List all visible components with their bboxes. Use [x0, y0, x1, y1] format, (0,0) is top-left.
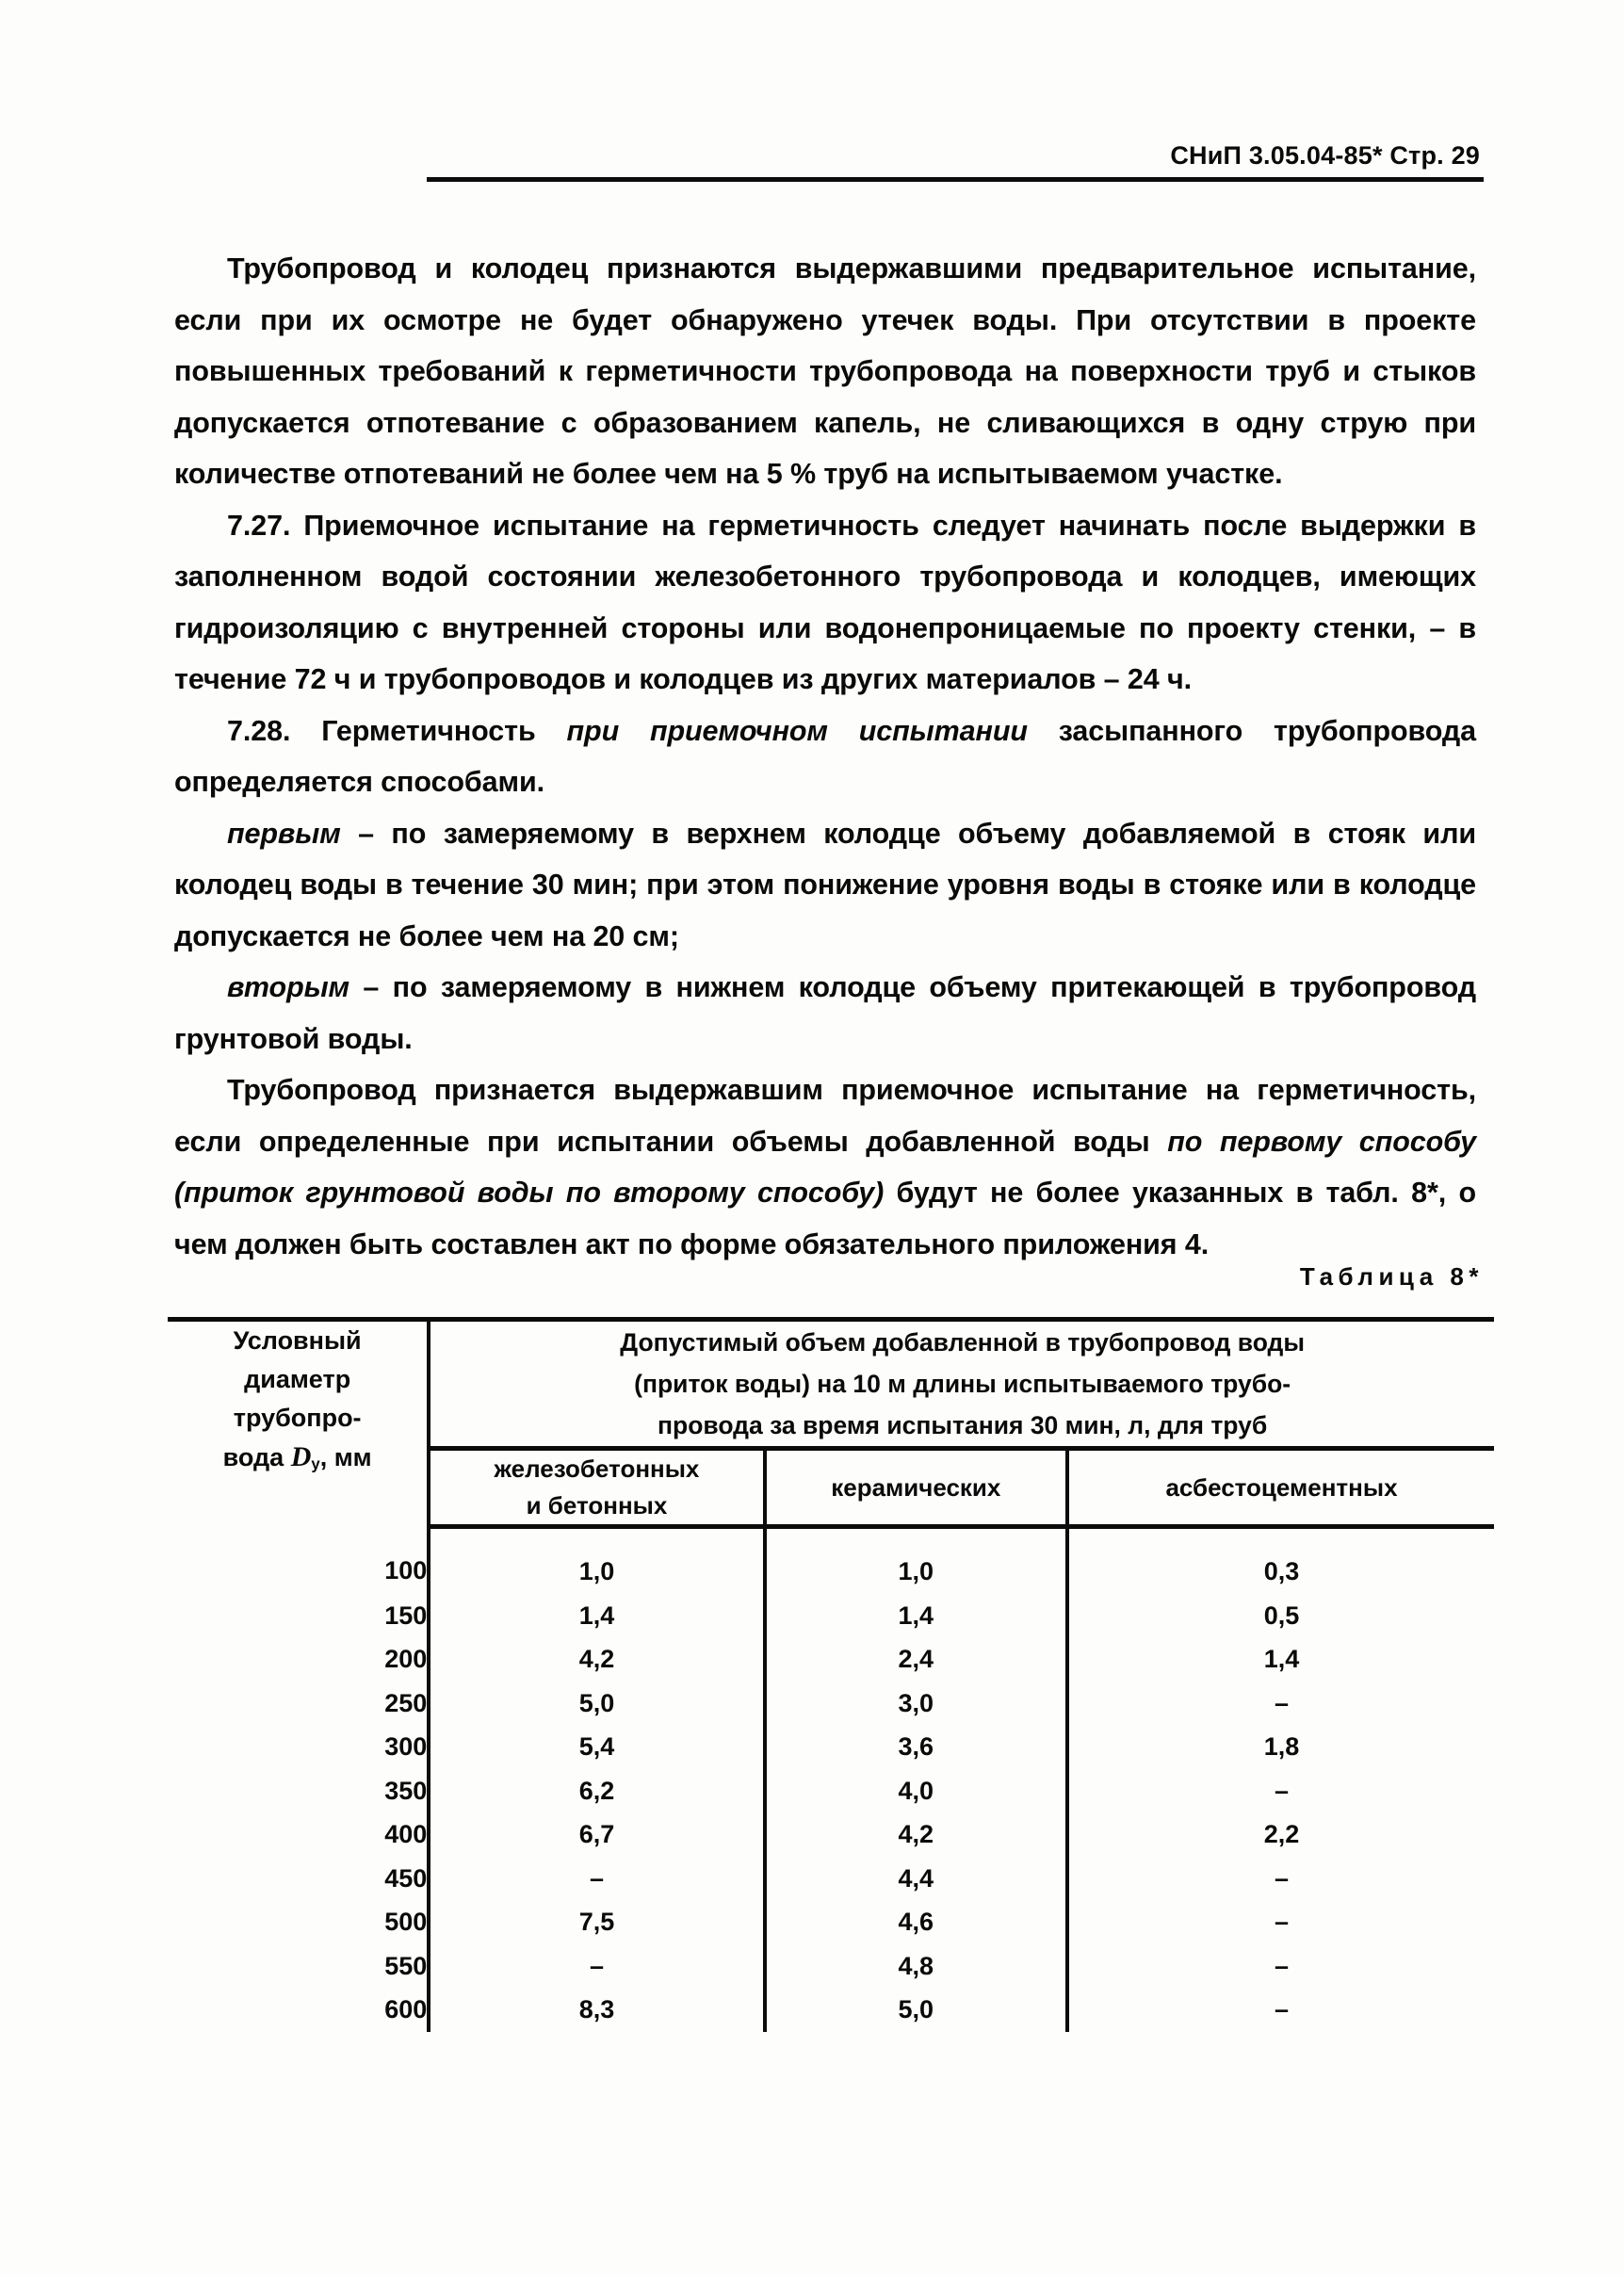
col-header-line-2: диаметр	[244, 1365, 351, 1393]
cell-asbest: –	[1274, 1951, 1289, 1980]
paragraph-second-method	[174, 962, 1476, 1064]
cell-keramika: 4,0	[765, 1769, 1067, 1813]
col-header-units: , мм	[319, 1443, 372, 1471]
table-row	[168, 1857, 1494, 1901]
cell-zhelezobeton: 6,7	[429, 1812, 764, 1857]
body-text-block	[174, 243, 1476, 1270]
table-row	[168, 1944, 1494, 1989]
table-row	[168, 1594, 1494, 1638]
col-header-line-4: вода	[222, 1443, 284, 1471]
first-method-label: первым	[227, 817, 341, 850]
subheader-zb-line-2: и бетонных	[526, 1491, 668, 1519]
page-header	[174, 141, 1484, 182]
col-header-line-1: Условный	[233, 1326, 362, 1355]
clause-number-7-27: 7.27.	[227, 509, 291, 542]
cell-dy: 550	[168, 1944, 429, 1989]
subheader-asbestos-line-1: асбестоцементных	[1165, 1472, 1398, 1502]
first-method-text: – по замеряемому в верхнем колодце объему добавляемой в стояк или колодец воды в течение 30 мин; при этом понижение уровня воды в стояке или в колодце допускается не более чем на 20 см;	[174, 817, 1476, 952]
paragraph-conclusion	[174, 1064, 1476, 1270]
cell-asbest: –	[1274, 1776, 1289, 1805]
cell-dy: 100	[168, 1527, 429, 1594]
table-row	[168, 1988, 1494, 2032]
subcolumn-header-reinforced-concrete	[429, 1449, 764, 1527]
cell-keramika: 4,8	[765, 1944, 1067, 1989]
subcolumn-header-asbestos-cement	[1067, 1449, 1494, 1527]
conclusion-emphasis: по первому способу (приток грунтовой воды по второму способу)	[174, 1125, 1477, 1209]
cell-keramika: 5,0	[765, 1988, 1067, 2032]
cell-keramika: 4,6	[765, 1900, 1067, 1944]
cell-zhelezobeton: 5,4	[429, 1725, 764, 1769]
cell-dy: 250	[168, 1682, 429, 1726]
cell-zhelezobeton: –	[429, 1857, 764, 1901]
cell-asbest: 1,4	[1263, 1645, 1300, 1673]
column-header-nominal-diameter	[168, 1320, 429, 1527]
second-method-text: – по замеряемому в нижнем колодце объему притекающей в трубопровод грунтовой воды.	[174, 971, 1476, 1055]
cell-keramika: 3,0	[765, 1682, 1067, 1726]
cell-dy: 350	[168, 1769, 429, 1813]
cell-keramika: 3,6	[765, 1725, 1067, 1769]
cell-dy: 300	[168, 1725, 429, 1769]
cell-asbest: 0,3	[1263, 1557, 1300, 1585]
subheader-ceramic-line-1: керамических	[831, 1472, 1001, 1502]
span-header-line-2: (приток воды) на 10 м длины испытываемого трубо-	[634, 1370, 1291, 1398]
cell-zhelezobeton: 4,2	[429, 1637, 764, 1682]
subheader-zb-line-1: железобетонных	[494, 1454, 700, 1483]
clause-7-28-emphasis: при приемочном испытании	[566, 714, 1028, 747]
cell-asbest: 2,2	[1263, 1820, 1300, 1848]
cell-asbest: –	[1274, 1908, 1289, 1936]
table-caption: Таблица 8*	[1299, 1262, 1484, 1291]
cell-dy: 450	[168, 1857, 429, 1901]
clause-7-28-text-before: Герметичность	[321, 714, 567, 747]
table-8-wrapper	[168, 1317, 1494, 2032]
clause-7-27-text: Приемочное испытание на герметичность следует начинать после выдержки в заполненном водой состоянии железобетонного трубопровода и колодцев, имеющих гидроизоляцию с внутренней стороны или водонепроницаемые по проекту стенки, – в течение 72 ч и трубопроводов и колодцев из других материалов – 24 ч.	[174, 509, 1476, 695]
cell-dy: 150	[168, 1594, 429, 1638]
table-row	[168, 1725, 1494, 1769]
cell-zhelezobeton: –	[429, 1944, 764, 1989]
cell-dy: 600	[168, 1988, 429, 2032]
span-header-line-3: провода за время испытания 30 мин, л, для труб	[658, 1411, 1268, 1439]
header-divider-rule	[427, 177, 1484, 182]
cell-keramika: 4,2	[765, 1812, 1067, 1857]
column-header-allowable-volume	[429, 1320, 1494, 1449]
span-header-line-1: Допустимый объем добавленной в трубопровод воды	[620, 1328, 1305, 1357]
paragraph-7-27	[174, 500, 1476, 706]
table-row	[168, 1769, 1494, 1813]
table-body	[168, 1527, 1494, 2032]
cell-zhelezobeton: 7,5	[429, 1900, 764, 1944]
cell-zhelezobeton: 8,3	[429, 1988, 764, 2032]
paragraph-intro	[174, 243, 1476, 500]
subcolumn-header-ceramic	[765, 1449, 1067, 1527]
cell-keramika: 2,4	[765, 1637, 1067, 1682]
cell-asbest: –	[1274, 1995, 1289, 2023]
cell-asbest: –	[1274, 1688, 1289, 1717]
cell-dy: 400	[168, 1812, 429, 1857]
cell-asbest: 0,5	[1263, 1601, 1300, 1630]
conclusion-text-part2: будут не более указанных в табл. 8*, о чем должен быть составлен акт по форме обязательного приложения 4.	[174, 1177, 1476, 1260]
table-row	[168, 1900, 1494, 1944]
cell-asbest: –	[1274, 1863, 1289, 1893]
second-method-label: вторым	[227, 971, 350, 1003]
conclusion-text-part1: Трубопровод признается выдержавшим приемочное испытание на герметичность, если определенные при испытании объемы добавленной воды	[174, 1074, 1476, 1158]
clause-number-7-28: 7.28.	[227, 714, 291, 747]
cell-keramika: 4,4	[765, 1857, 1067, 1901]
paragraph-first-method	[174, 808, 1476, 963]
table-8	[168, 1317, 1494, 2032]
cell-dy: 500	[168, 1900, 429, 1944]
cell-asbest: 1,8	[1263, 1732, 1300, 1761]
cell-keramika: 1,0	[765, 1527, 1067, 1594]
table-row	[168, 1812, 1494, 1857]
paragraph-intro-text: Трубопровод и колодец признаются выдержавшими предварительное испытание, если при их осмотре не будет обнаружено утечек воды. При отсутствии в проекте повышенных требований к герметичности трубопровода на поверхности труб и стыков допускается отпотевание с образованием капель, не сливающихся в одну струю при количестве отпотеваний не более чем на 5 % труб на испытываемом участке.	[174, 252, 1476, 490]
col-header-symbol-d: D	[290, 1441, 312, 1472]
col-header-subscript-u: у	[311, 1454, 320, 1473]
table-row	[168, 1682, 1494, 1726]
clause-7-28-text-after: засыпанного трубопровода определяется способами.	[174, 714, 1477, 798]
cell-zhelezobeton: 1,4	[429, 1594, 764, 1638]
cell-zhelezobeton: 1,0	[429, 1527, 764, 1594]
table-head	[168, 1320, 1494, 1527]
table-row	[168, 1527, 1494, 1594]
col-header-line-3: трубопро-	[233, 1404, 362, 1432]
cell-keramika: 1,4	[765, 1594, 1067, 1638]
cell-dy: 200	[168, 1637, 429, 1682]
cell-zhelezobeton: 6,2	[429, 1769, 764, 1813]
table-row	[168, 1637, 1494, 1682]
table-header-row-primary	[168, 1320, 1494, 1449]
cell-zhelezobeton: 5,0	[429, 1682, 764, 1726]
document-code-and-page: СНиП 3.05.04-85* Стр. 29	[1170, 141, 1480, 170]
paragraph-7-28	[174, 706, 1476, 808]
